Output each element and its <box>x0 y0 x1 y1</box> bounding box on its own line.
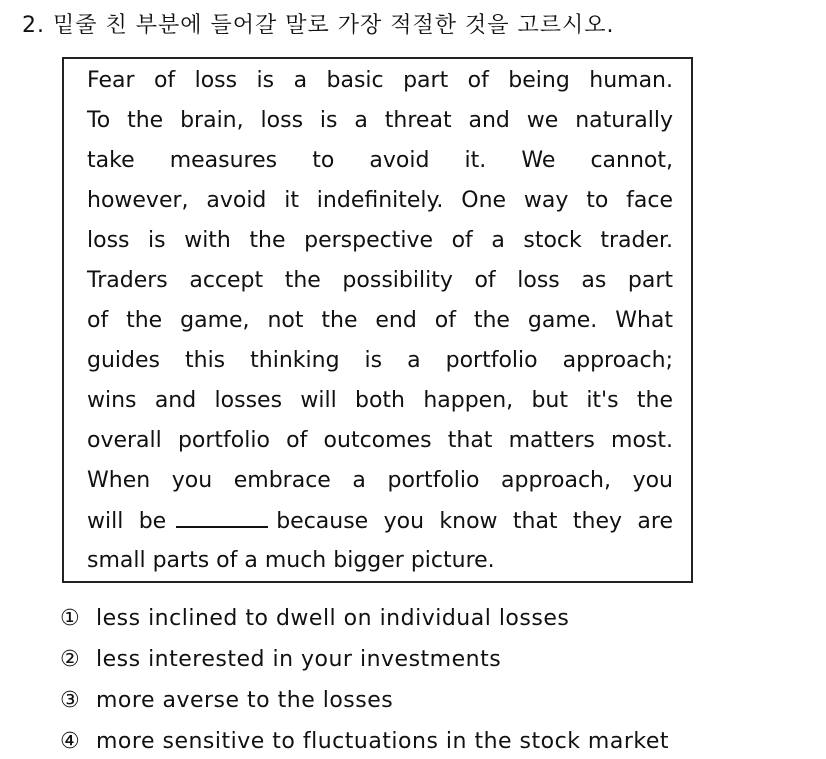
option-4-number: ④ <box>60 729 81 754</box>
blank-line-before-text: will be <box>87 509 167 534</box>
option-2-text: less interested in your investments <box>96 647 502 672</box>
answer-blank <box>176 508 268 528</box>
option-4-text: more sensitive to fluctuations in the stock market <box>96 729 670 754</box>
passage-line-9: wins and losses will both happen, but it's the <box>87 388 673 413</box>
option-1[interactable] <box>60 606 569 631</box>
option-1-text: less inclined to dwell on individual losses <box>96 606 570 631</box>
option-4[interactable] <box>60 729 669 754</box>
option-1-number: ① <box>60 606 81 631</box>
option-2-number: ② <box>60 647 81 672</box>
passage-line-8: guides this thinking is a portfolio approach; <box>87 348 673 373</box>
passage-line-7: of the game, not the end of the game. What <box>87 308 673 333</box>
option-2[interactable] <box>60 647 501 672</box>
passage-line-12 <box>87 508 673 535</box>
option-3[interactable] <box>60 688 393 713</box>
option-3-number: ③ <box>60 688 81 713</box>
passage-line-3: take measures to avoid it. We cannot, <box>87 148 673 173</box>
question-prompt: 2. 밑줄 친 부분에 들어갈 말로 가장 적절한 것을 고르시오. <box>22 13 615 38</box>
passage-box <box>62 57 693 583</box>
passage-line-1: Fear of loss is a basic part of being human. <box>87 68 673 93</box>
passage-line-13: small parts of a much bigger picture. <box>87 548 495 573</box>
passage-line-2: To the brain, loss is a threat and we naturally <box>87 108 673 133</box>
passage-line-11: When you embrace a portfolio approach, you <box>87 468 673 493</box>
passage-line-6: Traders accept the possibility of loss as part <box>87 268 673 293</box>
passage-line-4: however, avoid it indefinitely. One way to face <box>87 188 673 213</box>
passage-line-10: overall portfolio of outcomes that matters most. <box>87 428 673 453</box>
blank-line-after-text: because you know that they are <box>276 509 673 534</box>
option-3-text: more averse to the losses <box>96 688 394 713</box>
passage-line-5: loss is with the perspective of a stock trader. <box>87 228 673 253</box>
